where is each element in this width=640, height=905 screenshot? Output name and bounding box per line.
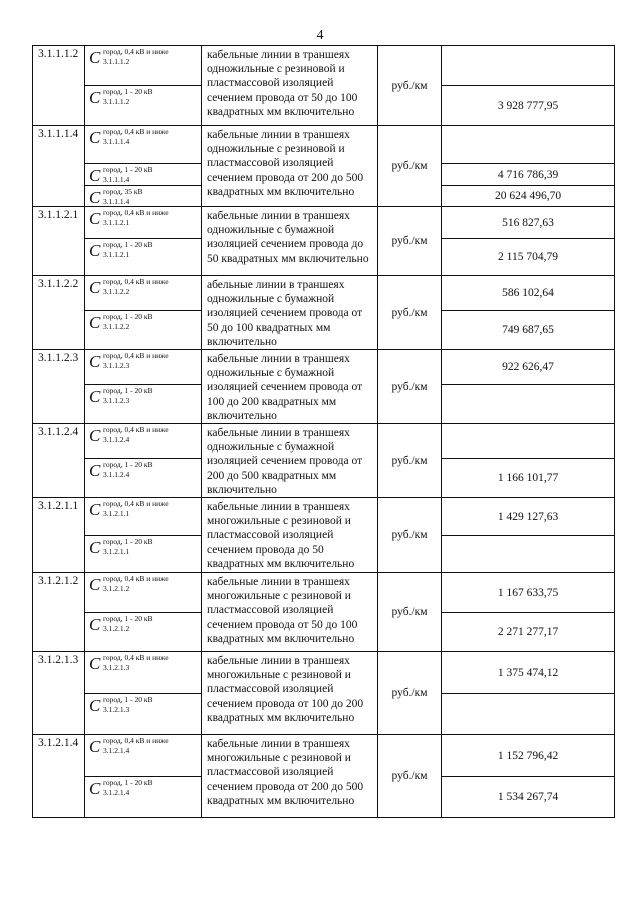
tariff-symbol: [85, 311, 201, 346]
symbol-letter: C: [89, 460, 101, 480]
tariff-symbol-cell: [85, 536, 202, 573]
symbol-letter: C: [89, 209, 101, 228]
voltage-level: город, 1 - 20 кВ: [103, 240, 153, 249]
voltage-level: город, 0,4 кВ и ниже: [103, 425, 169, 435]
row-unit: руб./км: [378, 498, 442, 573]
tariff-symbol-cell: [85, 573, 202, 613]
symbol-index: 3.1.2.1.2: [103, 624, 130, 634]
symbol-index: 3.1.1.1.4: [103, 137, 130, 146]
tariff-symbol: [85, 498, 201, 534]
voltage-level: город, 0,4 кВ и ниже: [103, 736, 169, 746]
tariff-symbol: [85, 652, 201, 692]
voltage-level: город, 0,4 кВ и ниже: [103, 499, 169, 509]
voltage-level: город, 1 - 20 кВ: [103, 695, 153, 705]
voltage-level: город, 1 - 20 кВ: [103, 459, 153, 469]
tariff-value: 3 928 777,95: [442, 86, 615, 126]
table-row: [33, 424, 615, 459]
row-description: кабельные линии в траншеях одножильные с резиновой и пластмассовой изоляцией сечением провода от 50 до 100 квадратных мм включительно: [202, 46, 378, 126]
tariff-symbol-cell: [85, 498, 202, 536]
tariff-value: 1 429 127,63: [442, 498, 615, 536]
symbol-letter: C: [89, 538, 101, 558]
row-unit: руб./км: [378, 735, 442, 818]
symbol-index: 3.1.1.2.2: [103, 287, 130, 296]
row-description: кабельные линии в траншеях многожильные с резиновой и пластмассовой изоляцией сечением провода от 50 до 100 квадратных мм включительно: [202, 573, 378, 652]
tariff-symbol-cell: [85, 126, 202, 164]
row-description: кабельные линии в траншеях одножильные с бумажной изоляцией сечением провода от 100 до 200 квадратных мм включительно: [202, 350, 378, 424]
tariff-symbol: [85, 239, 201, 274]
row-description: кабельные линии в траншеях одножильные с резиновой и пластмассовой изоляцией сечением провода от 200 до 500 квадратных мм включительно: [202, 126, 378, 207]
row-code: 3.1.2.1.3: [33, 652, 85, 735]
tariff-symbol: [85, 536, 201, 571]
voltage-level: город, 1 - 20 кВ: [103, 614, 153, 624]
tariff-symbol: [85, 694, 201, 733]
tariff-symbol-cell: [85, 207, 202, 239]
tariff-symbol-cell: [85, 694, 202, 735]
row-description: кабельные линии в траншеях одножильные с бумажной изоляцией сечением провода до 50 квадратных мм включительно: [202, 207, 378, 276]
tariff-value: [442, 126, 615, 164]
tariff-value: 4 716 786,39: [442, 164, 615, 186]
symbol-letter: C: [89, 575, 101, 595]
tariff-symbol: [85, 777, 201, 816]
symbol-letter: C: [89, 241, 101, 260]
symbol-letter: C: [89, 48, 101, 67]
tariff-symbol: [85, 46, 201, 84]
row-unit: руб./км: [378, 350, 442, 424]
tariff-value: 2 271 277,17: [442, 613, 615, 652]
row-code: 3.1.2.1.1: [33, 498, 85, 573]
tariff-value: [442, 384, 615, 423]
voltage-level: город, 0,4 кВ и ниже: [103, 47, 169, 56]
tariff-symbol: [85, 613, 201, 650]
tariff-symbol-cell: [85, 164, 202, 186]
tariff-symbol: [85, 207, 201, 237]
symbol-index: 3.1.1.2.3: [103, 361, 130, 371]
symbol-index: 3.1.1.1.4: [103, 175, 130, 184]
tariff-symbol: [85, 126, 201, 162]
symbol-letter: C: [89, 128, 101, 147]
symbol-index: 3.1.1.2.1: [103, 250, 130, 259]
page-number: 4: [316, 28, 324, 43]
voltage-level: город, 1 - 20 кВ: [103, 165, 153, 174]
voltage-level: город, 1 - 20 кВ: [103, 537, 153, 547]
tariff-value: [442, 424, 615, 459]
row-description: кабельные линии в траншеях многожильные с резиновой и пластмассовой изоляцией сечением провода от 100 до 200 квадратных мм включительно: [202, 652, 378, 735]
table-row: [33, 276, 615, 311]
tariff-value: 586 102,64: [442, 276, 615, 311]
tariff-symbol: [85, 350, 201, 381]
row-unit: руб./км: [378, 652, 442, 735]
symbol-letter: C: [89, 386, 101, 406]
tariff-symbol: [85, 86, 201, 124]
row-code: 3.1.1.2.4: [33, 424, 85, 498]
tariff-symbol: [85, 735, 201, 775]
voltage-level: город, 1 - 20 кВ: [103, 385, 153, 395]
tariff-value: 1 167 633,75: [442, 573, 615, 613]
row-description: кабельные линии в траншеях многожильные с резиновой и пластмассовой изоляцией сечением провода до 50 квадратных мм включительно: [202, 498, 378, 573]
tariff-symbol: [85, 164, 201, 184]
voltage-level: город, 0,4 кВ и ниже: [103, 208, 169, 217]
voltage-level: город, 1 - 20 кВ: [103, 778, 153, 788]
voltage-level: город, 0,4 кВ и ниже: [103, 351, 169, 361]
row-code: 3.1.2.1.4: [33, 735, 85, 818]
symbol-letter: C: [89, 426, 101, 446]
tariff-value: 749 687,65: [442, 310, 615, 349]
row-unit: руб./км: [378, 46, 442, 126]
row-unit: руб./км: [378, 424, 442, 498]
tariff-value: 1 534 267,74: [442, 777, 615, 818]
table-row: [33, 126, 615, 164]
tariff-symbol-cell: [85, 276, 202, 311]
tariff-value: 2 115 704,79: [442, 239, 615, 276]
table-row: [33, 207, 615, 239]
tariff-value: [442, 536, 615, 573]
symbol-index: 3.1.1.1.2: [103, 97, 130, 106]
symbol-index: 3.1.1.2.3: [103, 395, 130, 405]
symbol-index: 3.1.1.2.2: [103, 321, 130, 331]
tariff-symbol-cell: [85, 350, 202, 385]
row-description: абельные линии в траншеях одножильные с бумажной изоляцией сечением провода от 50 до 100 квадратных мм включительно: [202, 276, 378, 350]
symbol-index: 3.1.1.2.4: [103, 435, 130, 445]
symbol-index: 3.1.1.1.4: [103, 197, 130, 206]
tariff-symbol-cell: [85, 652, 202, 694]
symbol-index: 3.1.2.1.4: [103, 788, 130, 798]
row-unit: руб./км: [378, 126, 442, 207]
symbol-index: 3.1.1.2.1: [103, 218, 130, 227]
tariff-symbol: [85, 424, 201, 455]
symbol-letter: C: [89, 352, 101, 372]
row-code: 3.1.1.2.3: [33, 350, 85, 424]
tariff-symbol-cell: [85, 613, 202, 652]
voltage-level: город, 1 - 20 кВ: [103, 311, 153, 321]
symbol-letter: C: [89, 278, 101, 297]
tariff-symbol: [85, 385, 201, 420]
tariff-symbol-cell: [85, 239, 202, 276]
symbol-index: 3.1.2.1.1: [103, 509, 130, 519]
tariff-symbol-cell: [85, 735, 202, 777]
tariff-symbol-cell: [85, 86, 202, 126]
tariff-symbol: [85, 459, 201, 494]
symbol-index: 3.1.2.1.3: [103, 663, 130, 673]
symbol-letter: C: [89, 312, 101, 332]
tariff-symbol: [85, 186, 201, 205]
row-code: 3.1.1.2.2: [33, 276, 85, 350]
symbol-letter: C: [89, 500, 101, 520]
row-code: 3.1.1.2.1: [33, 207, 85, 276]
symbol-letter: C: [89, 88, 101, 107]
symbol-letter: C: [89, 737, 101, 757]
tariff-symbol-cell: [85, 777, 202, 818]
voltage-level: город, 1 - 20 кВ: [103, 87, 153, 96]
table-row: [33, 350, 615, 385]
row-code: 3.1.2.1.2: [33, 573, 85, 652]
tariff-table: [32, 45, 615, 818]
symbol-letter: C: [89, 166, 101, 185]
row-code: 3.1.1.1.4: [33, 126, 85, 207]
row-unit: руб./км: [378, 276, 442, 350]
tariff-symbol-cell: [85, 46, 202, 86]
tariff-symbol-cell: [85, 384, 202, 423]
symbol-letter: C: [89, 654, 101, 674]
table-row: [33, 735, 615, 777]
table-row: [33, 652, 615, 694]
tariff-value: [442, 46, 615, 86]
tariff-symbol: [85, 276, 201, 307]
symbol-letter: C: [89, 615, 101, 635]
voltage-level: город, 0,4 кВ и ниже: [103, 127, 169, 136]
tariff-value: 922 626,47: [442, 350, 615, 385]
symbol-index: 3.1.2.1.1: [103, 547, 130, 557]
voltage-level: город, 0,4 кВ и ниже: [103, 653, 169, 663]
row-unit: руб./км: [378, 573, 442, 652]
tariff-symbol-cell: [85, 186, 202, 207]
tariff-value: 20 624 496,70: [442, 186, 615, 207]
row-unit: руб./км: [378, 207, 442, 276]
symbol-letter: C: [89, 779, 101, 799]
voltage-level: город, 0,4 кВ и ниже: [103, 277, 169, 286]
tariff-value: 516 827,63: [442, 207, 615, 239]
row-description: кабельные линии в траншеях многожильные с резиновой и пластмассовой изоляцией сечением провода от 200 до 500 квадратных мм включительно: [202, 735, 378, 818]
tariff-symbol-cell: [85, 424, 202, 459]
tariff-symbol-cell: [85, 458, 202, 497]
voltage-level: город, 0,4 кВ и ниже: [103, 574, 169, 584]
symbol-index: 3.1.2.1.4: [103, 746, 130, 756]
tariff-value: 1 152 796,42: [442, 735, 615, 777]
symbol-index: 3.1.2.1.3: [103, 705, 130, 715]
tariff-value: 1 166 101,77: [442, 458, 615, 497]
symbol-index: 3.1.2.1.2: [103, 584, 130, 594]
voltage-level: город, 35 кВ: [103, 187, 143, 196]
table-row: [33, 498, 615, 536]
tariff-value: 1 375 474,12: [442, 652, 615, 694]
symbol-index: 3.1.1.2.4: [103, 469, 130, 479]
tariff-symbol: [85, 573, 201, 611]
tariff-value: [442, 694, 615, 735]
symbol-letter: C: [89, 188, 101, 207]
symbol-letter: C: [89, 696, 101, 716]
tariff-symbol-cell: [85, 310, 202, 349]
table-row: [33, 46, 615, 86]
row-description: кабельные линии в траншеях одножильные с бумажной изоляцией сечением провода от 200 до 500 квадратных мм включительно: [202, 424, 378, 498]
table-row: [33, 573, 615, 613]
row-code: 3.1.1.1.2: [33, 46, 85, 126]
symbol-index: 3.1.1.1.2: [103, 57, 130, 66]
